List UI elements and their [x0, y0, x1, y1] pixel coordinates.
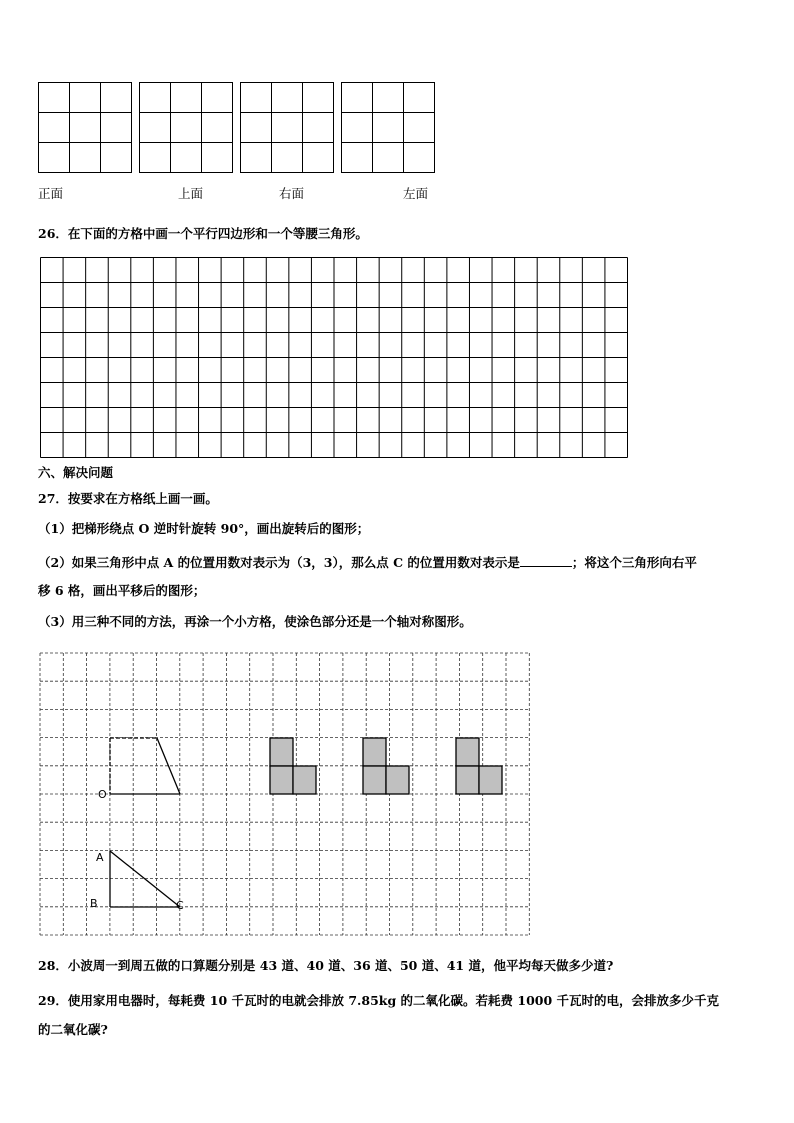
view-label-left: 左面	[403, 186, 429, 201]
shaded-shape-3	[456, 738, 502, 794]
triangle-figure	[110, 851, 180, 907]
section-6-heading: 六、解决问题	[38, 465, 114, 480]
question-27-part-2-cont: 移 6 格，画出平移后的图形；	[38, 583, 206, 598]
question-27-part-1: （1）把梯形绕点 O 逆时针旋转 90°，画出旋转后的图形；	[38, 521, 370, 536]
question-27-part-2-start: （2）如果三角形中点 A 的位置用数对表示为（3，3），那么点 C 的位置用数对表示是	[38, 555, 520, 570]
question-29-line-1: 29．使用家用电器时，每耗费 10 千瓦时的电就会排放 7.85kg 的二氧化碳。若耗费 1000 千瓦时的电，会排放多少千克	[38, 993, 720, 1008]
shaded-shape-2	[363, 738, 409, 794]
question-28: 28．小波周一到周五做的口算题分别是 43 道、40 道、36 道、50 道、41 道，他平均每天做多少道?	[38, 958, 614, 973]
question-27-part-2-end: ；将这个三角形向右平	[571, 555, 697, 570]
question-29-line-2: 的二氧化碳?	[38, 1022, 108, 1037]
point-label-a: A	[96, 851, 104, 864]
question-26: 26．在下面的方格中画一个平行四边形和一个等腰三角形。	[38, 226, 368, 241]
question-27-stem: 27．按要求在方格纸上画一画。	[38, 491, 218, 506]
view-label-top: 上面	[178, 186, 204, 201]
view-label-front: 正面	[38, 186, 64, 201]
shaded-shape-1	[270, 738, 316, 794]
point-label-o: O	[98, 788, 107, 801]
point-label-b: B	[90, 897, 98, 910]
view-label-right: 右面	[279, 186, 305, 201]
question-27-part-3: （3）用三种不同的方法，再涂一个小方格，使涂色部分还是一个轴对称图形。	[38, 614, 472, 629]
point-label-c: C	[176, 899, 184, 912]
